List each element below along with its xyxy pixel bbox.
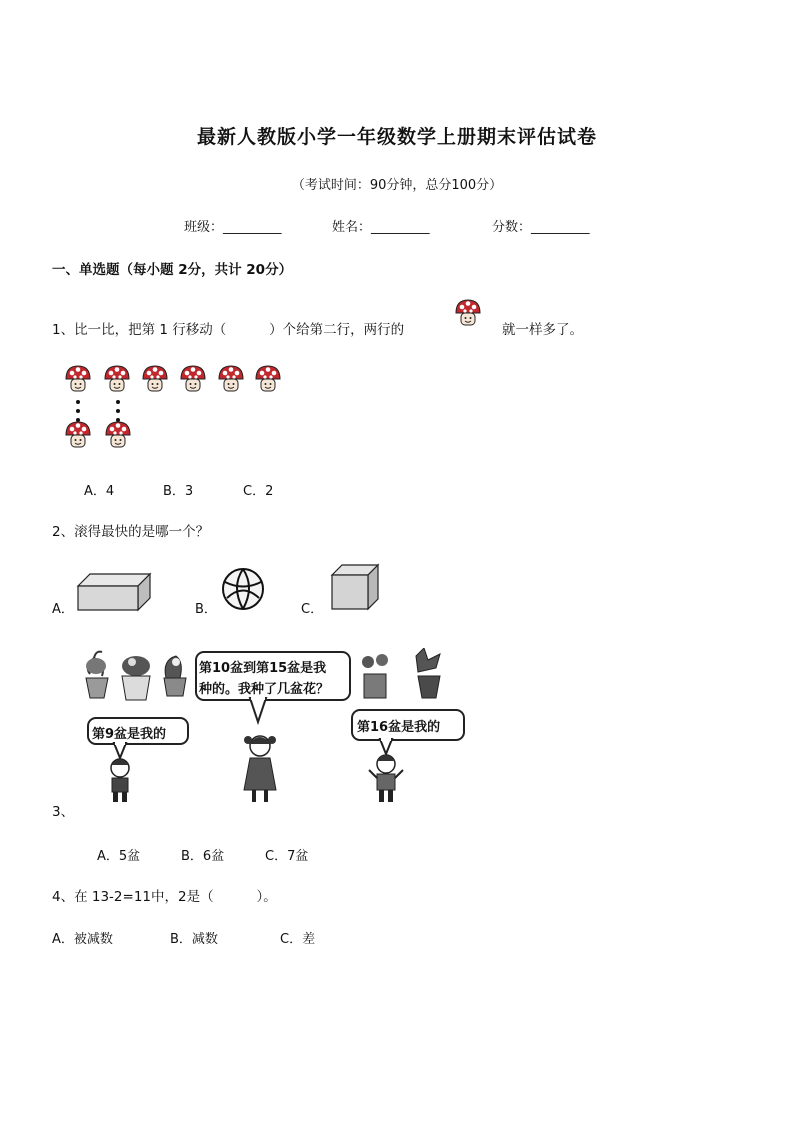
q2-option-b[interactable]: B． xyxy=(195,602,217,617)
mushroom-icon xyxy=(64,420,92,450)
q1-text-after: 就一样多了。 xyxy=(502,322,583,338)
dot xyxy=(116,409,120,413)
q1-option-b[interactable]: B．3 xyxy=(163,484,194,499)
q2-text: 2、滚得最快的是哪一个？ xyxy=(52,524,210,540)
ball-icon xyxy=(221,567,265,611)
q4-text: 4、在 13-2=11中，2是（ ）。 xyxy=(52,889,277,905)
dot xyxy=(116,400,120,404)
flower-pot-icon xyxy=(362,654,388,698)
q3-option-a[interactable]: A．5盆 xyxy=(97,849,141,864)
q3-option-c[interactable]: C．7盆 xyxy=(265,849,309,864)
class-field[interactable]: 班级：_________ xyxy=(184,220,282,235)
q4-option-b[interactable]: B．减数 xyxy=(170,932,218,947)
q2-option-a[interactable]: A． xyxy=(52,602,74,617)
bubble-line: 第10盆到第15盆是我 xyxy=(199,661,327,676)
mushroom-icon xyxy=(179,364,207,394)
cube-icon xyxy=(330,563,380,611)
flower-pot-icon xyxy=(86,652,108,698)
q2-option-c[interactable]: C． xyxy=(301,602,324,617)
bubble-line: 种的。我种了几盆花？ xyxy=(199,682,330,697)
page-title: 最新人教版小学一年级数学上册期末评估试卷 xyxy=(196,126,597,148)
section-heading: 一、单选题（每小题 2分，共计 20分） xyxy=(52,262,293,278)
q1-option-a[interactable]: A．4 xyxy=(84,484,115,499)
q1-option-c[interactable]: C．2 xyxy=(243,484,274,499)
girl-icon xyxy=(244,736,276,802)
mushroom-icon xyxy=(217,364,245,394)
mushroom-icon xyxy=(141,364,169,394)
q1-text-before: 1、比一比，把第 1 行移动（ ）个给第二行，两行的 xyxy=(52,322,405,338)
dot xyxy=(76,409,80,413)
flower-pot-icon xyxy=(122,656,150,700)
flower-pot-icon xyxy=(416,648,440,698)
q3-number: 3、 xyxy=(52,804,75,820)
boy-icon xyxy=(111,759,129,802)
flower-pot-icon xyxy=(164,656,186,696)
left-boy-speech-bubble: 第9盆是我的 xyxy=(92,727,167,742)
exam-subtitle: （考试时间：90分钟，总分100分） xyxy=(291,178,503,193)
girl-speech-bubble xyxy=(199,658,349,700)
q4-option-c[interactable]: C．差 xyxy=(280,932,316,947)
cuboid-icon xyxy=(76,572,152,612)
boy-icon xyxy=(369,755,403,802)
mushroom-icon xyxy=(454,298,482,328)
name-field[interactable]: 姓名：_________ xyxy=(332,220,430,235)
q4-option-a[interactable]: A．被减数 xyxy=(52,932,113,947)
right-boy-speech-bubble: 第16盆是我的 xyxy=(357,720,441,735)
mushroom-icon xyxy=(254,364,282,394)
dot xyxy=(76,400,80,404)
mushroom-icon xyxy=(103,364,131,394)
mushroom-icon xyxy=(104,420,132,450)
mushroom-icon xyxy=(64,364,92,394)
q3-option-b[interactable]: B．6盆 xyxy=(181,849,225,864)
score-field[interactable]: 分数：_________ xyxy=(492,220,590,235)
